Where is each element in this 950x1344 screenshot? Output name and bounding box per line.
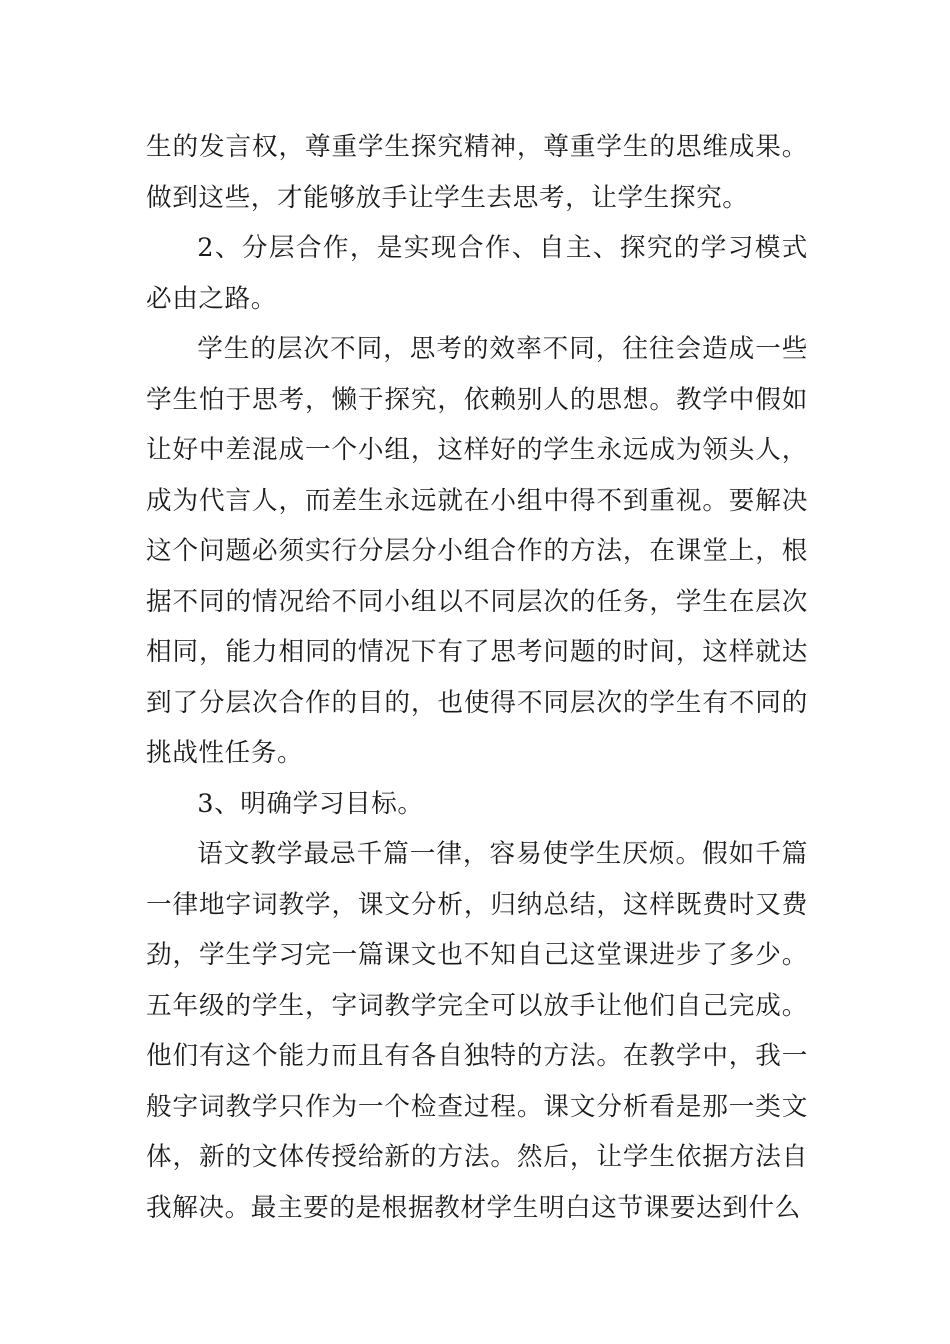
paragraph-5: 语文教学最忌千篇一律，容易使学生厌烦。假如千篇一律地字词教学，课文分析，归纳总结，这样既费时又费劲，学生学习完一篇课文也不知自己这堂课进步了多少。五年级的学生，字词教学完全可以放手让他们自己完成。他们有这个能力而且有各自独特的方法。在教学中，我一般字词教学只作为一个检查过程。课文分析看是那一类文体，新的文体传授给新的方法。然后，让学生依据方法自我解决。最主要的是根据教材学生明白这节课要达到什么 <box>146 839 808 1223</box>
paragraph-2: 2、分层合作，是实现合作、自主、探究的学习模式必由之路。 <box>146 233 808 314</box>
body-text <box>146 122 808 1233</box>
paragraph-3: 学生的层次不同，思考的效率不同，往往会造成一些学生怕于思考，懒于探究，依赖别人的思想。教学中假如让好中差混成一个小组，这样好的学生永远成为领头人，成为代言人，而差生永远就在小组中得不到重视。要解决这个问题必须实行分层分小组合作的方法，在课堂上，根据不同的情况给不同小组以不同层次的任务，学生在层次相同，能力相同的情况下有了思考问题的时间，这样就达到了分层次合作的目的，也使得不同层次的学生有不同的挑战性任务。 <box>146 334 808 768</box>
paragraph-1: 生的发言权，尊重学生探究精神，尊重学生的思维成果。做到这些，才能够放手让学生去思考，让学生探究。 <box>146 132 808 213</box>
paragraph-4: 3、明确学习目标。 <box>197 788 424 819</box>
